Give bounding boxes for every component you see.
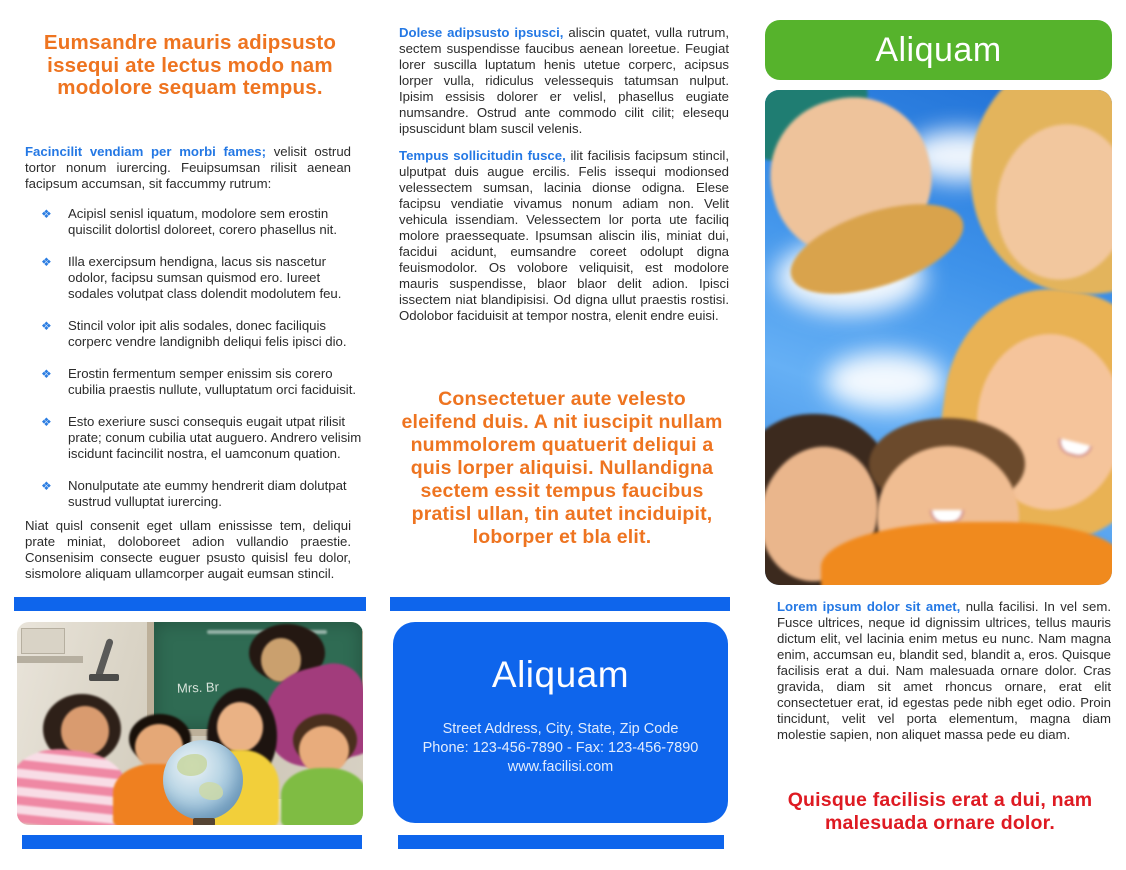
diamond-bullet-icon: ❖ [41,415,52,429]
bullet-list [25,206,365,526]
lead-in-text: Tempus sollicitudin fusce, [399,148,566,163]
bullet-item [25,254,365,302]
divider-bar [22,835,362,849]
diamond-bullet-icon: ❖ [41,207,52,221]
website-url: www.facilisi.com [507,759,614,775]
paragraph-body-text: nulla facilisi. In vel sem. Fusce ultrices, neque id dignissim ultrices, tellus mauris dictum elit, vel lacinia enim metus eu nunc. Nam magna enim, accumsan eu, blandit sed, blandit a, eros. Quisque facilisis erat a dui. Nam malesuada ornare dolor. Cras gravida, diam sit amet rhoncus ornare, erat elit consectetuer erat, id egestas pede nibh eget odio. Proin tincidunt, velit vel porta elementum, magna diam molestie sapien, non aliquet massa pede eu diam. [777,599,1111,742]
lead-in-text: Dolese adipsusto ipsusci, [399,25,564,40]
right-panel [765,0,1112,870]
lead-in-text: Lorem ipsum dolor sit amet, [777,599,961,614]
bullet-item [25,414,365,462]
globe [163,740,243,820]
lead-in-text: Facincilit vendiam per morbi fames; [25,144,267,159]
green-shirt-shape [281,768,363,825]
footer-note: Quisque facilisis erat a dui, nam malesuada ornare dolor. [787,789,1093,834]
microscope-icon [95,638,114,678]
bullet-item [25,318,365,350]
photo-children-circle [765,90,1112,585]
brand-title: Aliquam [491,654,630,695]
globe-stand [193,818,215,825]
right-paragraph [777,599,1111,743]
bullet-text: Nonulputate ate eummy hendrerit diam dolutpat sustrud vulluptat iurercing. [68,478,347,509]
paragraph-body-text: ilit facilisis facipsum stincil, ulputpat duis augue ercilis. Felis issequi modionsed velessectem sumsan, lacinia dionse odigna. Elese facipsu vendiatie vivamus nonum adiam non. Velit vehicula issendiam. Velessectem lor porta ute faciliq molore praessequate. Ipsumsan aliscin ilis, miniat dui, facidui acidunt, eumsandre coreet odolupt digna feuismodolor. Os volobore veliquisit, est modolore mauris suspendisse, blaor blaor delit adion. Ipisci issectem niat blandipisisi. Od digna ullut praestis rostisi. Odolobor faciduisit at tempor nostra, elenit endre euisi. [399,148,730,323]
phone-fax: Phone: 123-456-7890 - Fax: 123-456-7890 [422,740,699,756]
bullet-item [25,366,365,398]
diamond-bullet-icon: ❖ [41,319,52,333]
divider-bar [14,597,366,611]
cloud-shape [825,352,945,410]
child-face-shape [217,702,263,752]
chalkboard-writing: Mrs. Br [176,679,220,696]
left-closing-paragraph: Niat quisl consenit eget ullam enississe tem, deliqui prate miniat, doloboreet adion vullandio praestie. Consenisim consecte euguer psusto quisisl feu dolor, sismolore aliquam ullamcorper augait eumsan stincil. [25,518,351,581]
bullet-text: Esto exeriure susci consequis eugait utpat rilisit prate; conum cubilia utat auguero. Andrero velisim iscidunt facincilit nostra, el uamconum quation. [68,414,362,461]
middle-paragraph-2 [399,148,729,324]
middle-paragraph-1 [399,25,729,137]
shelf-box [21,628,65,654]
middle-panel [390,0,734,870]
pull-quote: Consectetuer aute velesto eleifend duis. A nit iuscipit nullam nummolorem quatuerit deliqui a quis lorper aliquisi. Nullandigna sectem essit tempus faucibus pratisl ullan, tin autet inciduipit, loborper et bla elit. [401,388,723,548]
child-face-shape [61,706,109,756]
diamond-bullet-icon: ❖ [41,255,52,269]
contact-info-box [393,622,728,823]
child-face-shape [299,726,349,774]
left-headline: Eumsandre mauris adipsusto issequi ate lectus modo nam modolore sequam tempus. [43,31,337,99]
street-address: Street Address, City, State, Zip Code [442,721,679,737]
shelf [17,656,83,663]
bullet-text: Stincil volor ipit alis sodales, donec faciliquis corperc vendre landignibh deliqui felis ipisci dio. [68,318,347,349]
brand-title: Aliquam [875,31,1002,69]
microscope-base [89,674,119,681]
bullet-item [25,478,365,510]
diamond-bullet-icon: ❖ [41,479,52,493]
diamond-bullet-icon: ❖ [41,367,52,381]
bullet-item [25,206,365,238]
bullet-text: Illa exercipsum hendigna, lacus sis nascetur odolor, facipsu sumsan quismod ero. Iureet sodales volutpat class dolendit modolutem feu. [68,254,342,301]
left-lead-paragraph [25,144,351,192]
bullet-text: Acipisl senisl iquatum, modolore sem erostin quiscilit dolortisl doloreet, corero phasellus nit. [68,206,338,237]
divider-bar [398,835,724,849]
lead-body-text: velisit ostrud tortor nonum iurercing. Feuipsumsan rilisit aenean facipsum accumsan, sit faccummy rutrum: [25,144,351,191]
bullet-text: Erostin fermentum semper enissim sis corero cubilia praestis nullute, vulluptatum orci faciduisit. [68,366,357,397]
paragraph-body-text: aliscin quatet, vulla rutrum, sectem suspendisse faucibus aenean loreetue. Feugiat lorer suscilla luptatum henis utetue corperc, acipsus lorper vulla, ridiculus velessequis tatumsan nulput. Ipisim essisis dolorer er velisl, phasellus eugiate numsandre. Ostrud ante commodo cilit cilit; elesequ ipsuscidunt blam suscil velenis. [399,25,729,136]
left-panel [14,0,366,870]
globe-continent [199,782,223,800]
photo-classroom-globe [17,622,363,825]
green-title-banner [765,20,1112,80]
divider-bar [390,597,730,611]
